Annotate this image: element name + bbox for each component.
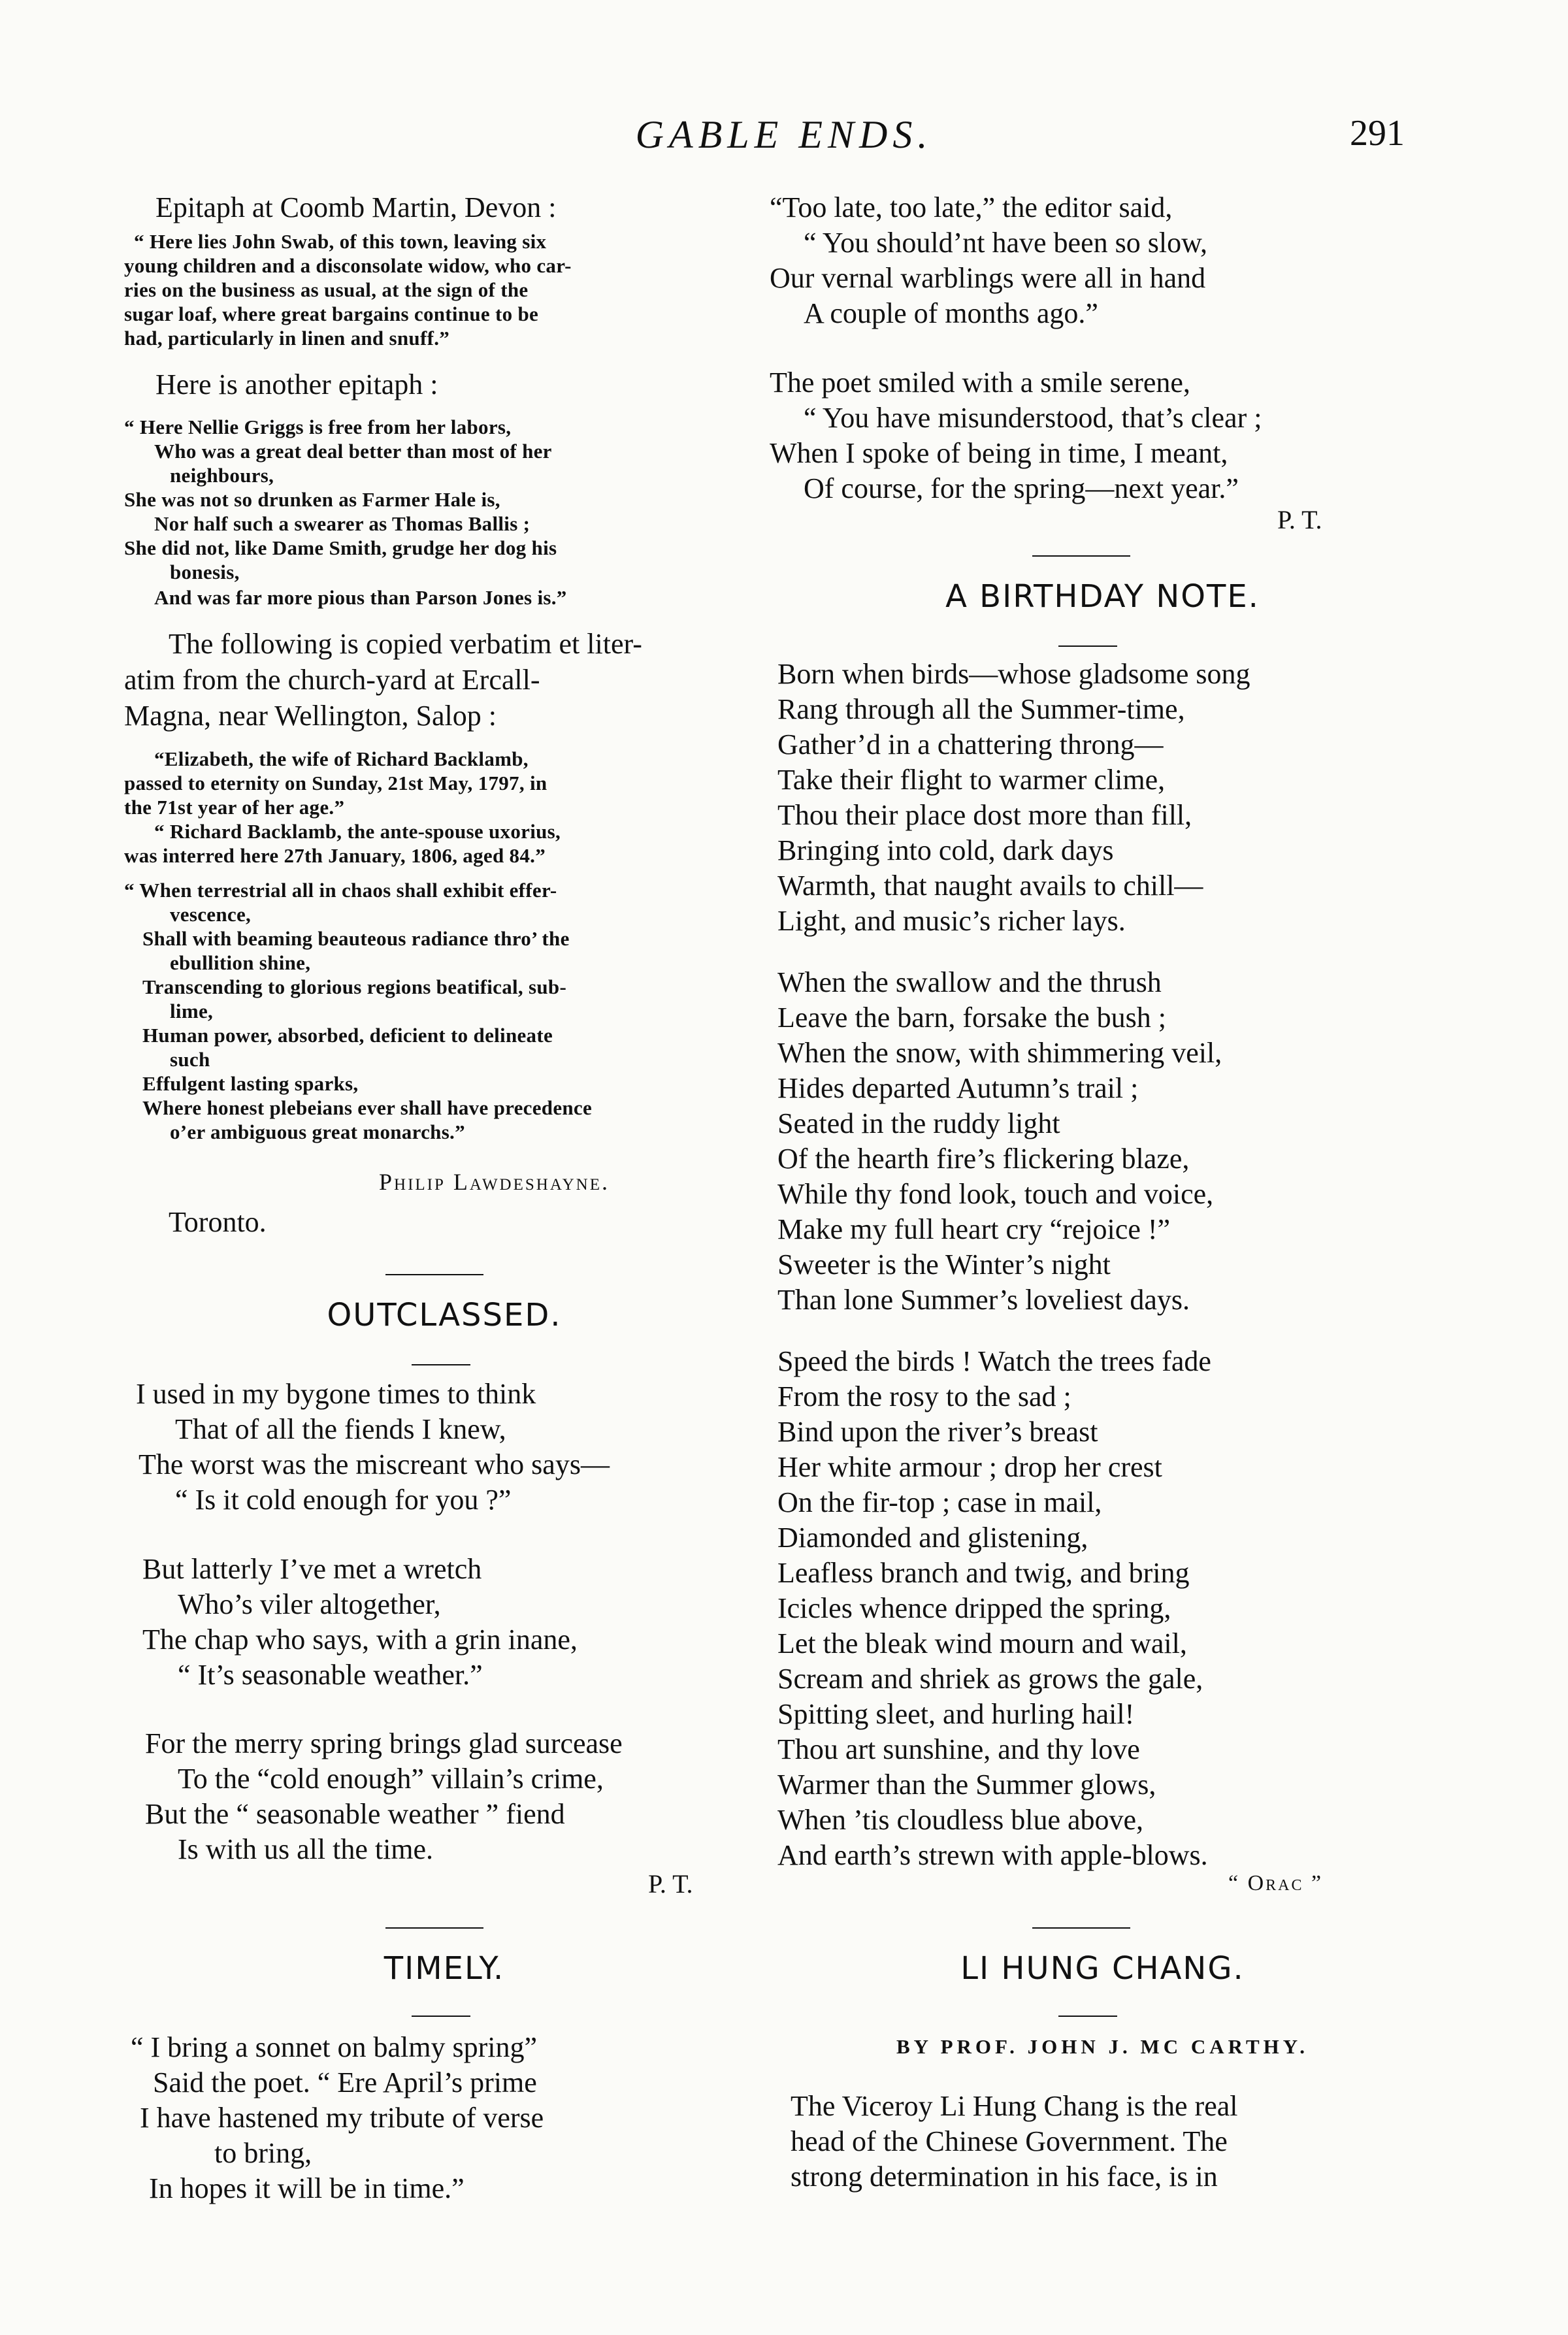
text-line: Spitting sleet, and hurling hail! (777, 1698, 1135, 1730)
li-hung-chang-title: LI HUNG CHANG. (960, 1950, 1245, 1987)
text-line: Speed the birds ! Watch the trees fade (777, 1345, 1211, 1377)
text-line: The chap who says, with a grin inane, (142, 1624, 578, 1656)
text-line: In hopes it will be in time.” (149, 2172, 465, 2204)
text-line: I have hastened my tribute of verse (140, 2102, 544, 2134)
signature: P. T. (1277, 505, 1322, 534)
text-line: vescence, (170, 903, 252, 926)
text-line: strong determination in his face, is in (791, 2161, 1218, 2193)
text-line: sugar loaf, where great bargains continue to be (124, 302, 539, 325)
text-line: Diamonded and glistening, (777, 1522, 1088, 1554)
text-line: The poet smiled with a smile serene, (770, 367, 1190, 399)
epitaph-intro: Epitaph at Coomb Martin, Devon : (155, 191, 557, 223)
text-line: “ You should’nt have been so slow, (804, 227, 1207, 259)
text-line: Is with us all the time. (178, 1833, 434, 1865)
text-line: Rang through all the Summer-time, (777, 693, 1185, 725)
text-line: Of the hearth fire’s flickering blaze, (777, 1143, 1190, 1175)
text-line: passed to eternity on Sunday, 21st May, 1797, in (124, 772, 547, 794)
text-line: I used in my bygone times to think (136, 1378, 536, 1410)
text-line: “ Is it cold enough for you ?” (175, 1484, 512, 1516)
text-line: Take their flight to warmer clime, (777, 764, 1166, 796)
divider (1032, 555, 1130, 557)
text-line: Light, and music’s richer lays. (777, 905, 1126, 937)
text-line: ries on the business as usual, at the sign of the (124, 278, 529, 301)
timely-title: TIMELY. (384, 1950, 505, 1987)
page-number: 291 (1350, 113, 1405, 154)
outclassed-title: OUTCLASSED. (327, 1297, 562, 1333)
text-line: “ Richard Backlamb, the ante-spouse uxorius, (154, 820, 561, 843)
text-line: Thou art sunshine, and thy love (777, 1733, 1140, 1765)
text-line: the 71st year of her age.” (124, 796, 345, 819)
text-line: Of course, for the spring—next year.” (804, 472, 1239, 504)
text-line: Nor half such a swearer as Thomas Ballis ; (154, 512, 531, 535)
text-line: When I spoke of being in time, I meant, (770, 437, 1228, 469)
text-line: “ You have misunderstood, that’s clear ; (804, 402, 1262, 434)
text-line: atim from the church-yard at Ercall- (124, 664, 540, 696)
text-line: Human power, absorbed, deficient to delineate (142, 1024, 553, 1047)
text-line: “Elizabeth, the wife of Richard Backlamb, (154, 747, 529, 770)
text-line: The worst was the miscreant who says— (139, 1448, 610, 1480)
text-line: Born when birds—whose gladsome song (777, 658, 1250, 690)
text-line: When the snow, with shimmering veil, (777, 1037, 1222, 1069)
text-line: ebullition shine, (170, 951, 311, 974)
running-title: GABLE ENDS. (635, 113, 933, 156)
text-line: Leave the barn, forsake the bush ; (777, 1002, 1166, 1034)
byline: BY PROF. JOHN J. MC CARTHY. (896, 2035, 1309, 2058)
divider (412, 1364, 470, 1365)
text-line: Who’s viler altogether, (178, 1588, 441, 1620)
text-line: Hides departed Autumn’s trail ; (777, 1072, 1139, 1104)
text-line: lime, (170, 1000, 214, 1022)
text-line: to bring, (214, 2137, 312, 2169)
text-line: Effulgent lasting sparks, (142, 1072, 359, 1095)
text-line: While thy fond look, touch and voice, (777, 1178, 1214, 1210)
text-line: Her white armour ; drop her crest (777, 1451, 1162, 1483)
text-line: But the “ seasonable weather ” fiend (145, 1798, 565, 1830)
text-line: To the “cold enough” villain’s crime, (178, 1763, 604, 1795)
text-line: “ It’s seasonable weather.” (178, 1659, 483, 1691)
text-line: She did not, like Dame Smith, grudge her dog his (124, 536, 557, 559)
text-line: But latterly I’ve met a wretch (142, 1553, 482, 1585)
text-line: Thou their place dost more than fill, (777, 799, 1192, 831)
epitaph-intro: Here is another epitaph : (155, 368, 438, 400)
text-line: Scream and shriek as grows the gale, (777, 1663, 1203, 1695)
text-line: “ Here lies John Swab, of this town, leaving six (134, 230, 547, 253)
text-line: Icicles whence dripped the spring, (777, 1592, 1171, 1624)
text-line: “ Here Nellie Griggs is free from her labors, (124, 416, 512, 438)
text-line: The following is copied verbatim et liter- (169, 628, 642, 660)
text-line: such (170, 1048, 210, 1071)
text-line: Transcending to glorious regions beatifical, sub- (142, 975, 567, 998)
text-line: Than lone Summer’s loveliest days. (777, 1284, 1190, 1316)
text-line: Bringing into cold, dark days (777, 834, 1114, 866)
text-line: Seated in the ruddy light (777, 1107, 1060, 1139)
text-line: When ’tis cloudless blue above, (777, 1804, 1144, 1836)
text-line: She was not so drunken as Farmer Hale is, (124, 488, 500, 511)
text-line: For the merry spring brings glad surcease (145, 1727, 623, 1759)
text-line: “Too late, too late,” the editor said, (770, 191, 1173, 223)
text-line: On the fir-top ; case in mail, (777, 1486, 1102, 1518)
signature: Philip Lawdeshayne. (379, 1169, 610, 1195)
text-line: From the rosy to the sad ; (777, 1380, 1071, 1412)
divider (1058, 2016, 1117, 2017)
text-line: Magna, near Wellington, Salop : (124, 700, 497, 732)
text-line: Warmer than the Summer glows, (777, 1769, 1156, 1801)
text-line: When the swallow and the thrush (777, 966, 1162, 998)
signature: “ Orac ” (1228, 1871, 1324, 1895)
text-line: Warmth, that naught avails to chill— (777, 870, 1203, 902)
text-line: “ When terrestrial all in chaos shall exhibit effer- (124, 879, 557, 902)
text-line: Our vernal warblings were all in hand (770, 262, 1206, 294)
text-line: bonesis, (170, 561, 240, 583)
birthday-title: A BIRTHDAY NOTE. (945, 578, 1260, 615)
divider (385, 1274, 483, 1275)
text-line: Who was a great deal better than most of her (154, 440, 552, 463)
divider (1058, 645, 1117, 647)
place: Toronto. (169, 1206, 267, 1238)
text-line: And earth’s strewn with apple-blows. (777, 1839, 1208, 1871)
text-line: Leafless branch and twig, and bring (777, 1557, 1190, 1589)
text-line: Said the poet. “ Ere April’s prime (153, 2066, 537, 2098)
text-line: Let the bleak wind mourn and wail, (777, 1627, 1187, 1659)
signature: P. T. (648, 1869, 693, 1899)
text-line: Shall with beaming beauteous radiance thro’ the (142, 927, 570, 950)
text-line: “ I bring a sonnet on balmy spring” (131, 2031, 537, 2063)
text-line: young children and a disconsolate widow, who car- (124, 254, 572, 277)
text-line: Sweeter is the Winter’s night (777, 1249, 1111, 1281)
text-line: The Viceroy Li Hung Chang is the real (791, 2090, 1238, 2122)
text-line: Gather’d in a chattering throng— (777, 728, 1164, 760)
text-line: And was far more pious than Parson Jones is.” (154, 586, 567, 609)
text-line: Make my full heart cry “rejoice !” (777, 1213, 1171, 1245)
divider (412, 2016, 470, 2017)
text-line: Where honest plebeians ever shall have precedence (142, 1096, 593, 1119)
text-line: had, particularly in linen and snuff.” (124, 327, 450, 350)
divider (385, 1927, 483, 1929)
text-line: o’er ambiguous great monarchs.” (170, 1120, 465, 1143)
text-line: was interred here 27th January, 1806, aged 84.” (124, 844, 546, 867)
text-line: head of the Chinese Government. The (791, 2125, 1228, 2157)
text-line: neighbours, (170, 464, 274, 487)
text-line: That of all the fiends I knew, (175, 1413, 506, 1445)
text-line: A couple of months ago.” (804, 297, 1098, 329)
divider (1032, 1927, 1130, 1929)
text-line: Bind upon the river’s breast (777, 1416, 1098, 1448)
